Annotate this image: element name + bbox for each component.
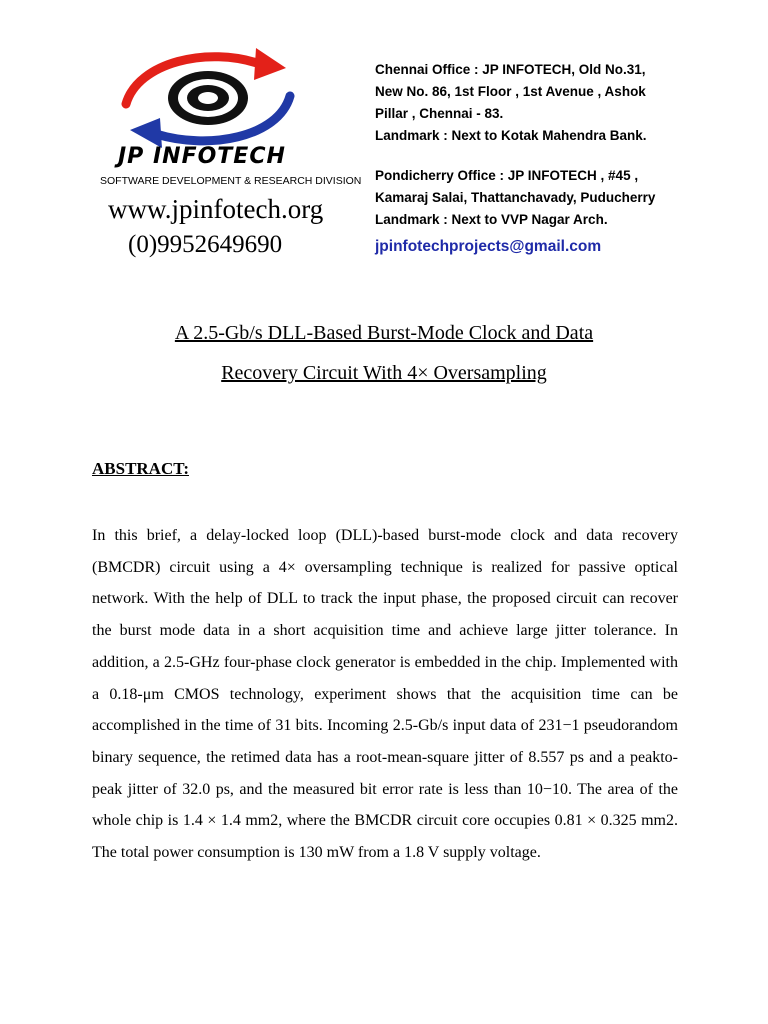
- pondicherry-office-line: Pondicherry Office : JP INFOTECH , #45 ,: [375, 168, 639, 183]
- pondicherry-office-address: [375, 165, 655, 231]
- company-name: JP INFOTECH: [118, 144, 286, 169]
- company-phone: (0)9952649690: [128, 231, 283, 258]
- title-line-2: Recovery Circuit With 4× Oversampling: [221, 362, 547, 384]
- title-line-1: A 2.5-Gb/s DLL-Based Burst-Mode Clock and Data: [174, 322, 594, 344]
- company-website: www.jpinfotech.org: [108, 194, 324, 224]
- chennai-office-address: [375, 59, 647, 147]
- chennai-office-line: New No. 86, 1st Floor , 1st Avenue , Ashok: [375, 84, 646, 99]
- chennai-office-landmark: Landmark : Next to Kotak Mahendra Bank.: [375, 128, 647, 143]
- abstract-heading: ABSTRACT:: [92, 459, 189, 478]
- company-division: SOFTWARE DEVELOPMENT & RESEARCH DIVISION: [100, 175, 362, 187]
- pondicherry-office-line: Kamaraj Salai, Thattanchavady, Puducherry: [375, 190, 656, 205]
- letterhead: [88, 44, 684, 276]
- chennai-office-line: Chennai Office : JP INFOTECH, Old No.31,: [375, 62, 646, 77]
- abstract-body: In this brief, a delay-locked loop (DLL)-based burst-mode clock and data recovery (BMCDR) circuit using a 4× oversampling technique is realized for passive optical network. With the help of DLL to track the input phase, the proposed circuit can recover the burst mode data in a short acquisition time and achieve large jitter tolerance. In addition, a 2.5-GHz four-phase clock generator is embedded in the chip. Implemented with a 0.18-μm CMOS technology, experiment shows that the acquisition time can be accomplished in the time of 31 bits. Incoming 2.5-Gb/s input data of 231−1 pseudorandom binary sequence, the retimed data has a root-mean-square jitter of 8.557 ps and a peakto- peak jitter of 32.0 ps, and the measured bit error rate is less than 10−10. The area of the whole chip is 1.4 × 1.4 mm2, where the BMCDR circuit core occupies 0.81 × 0.325 mm2. The total power consumption is 130 mW from a 1.8 V supply voltage.: [92, 527, 678, 862]
- document-title: [64, 313, 704, 393]
- pondicherry-office-landmark: Landmark : Next to VVP Nagar Arch.: [375, 212, 608, 227]
- contact-email: jpinfotechprojects@gmail.com: [375, 238, 602, 255]
- jp-infotech-logo-icon: [108, 46, 308, 151]
- chennai-office-line: Pillar , Chennai - 83.: [375, 106, 504, 121]
